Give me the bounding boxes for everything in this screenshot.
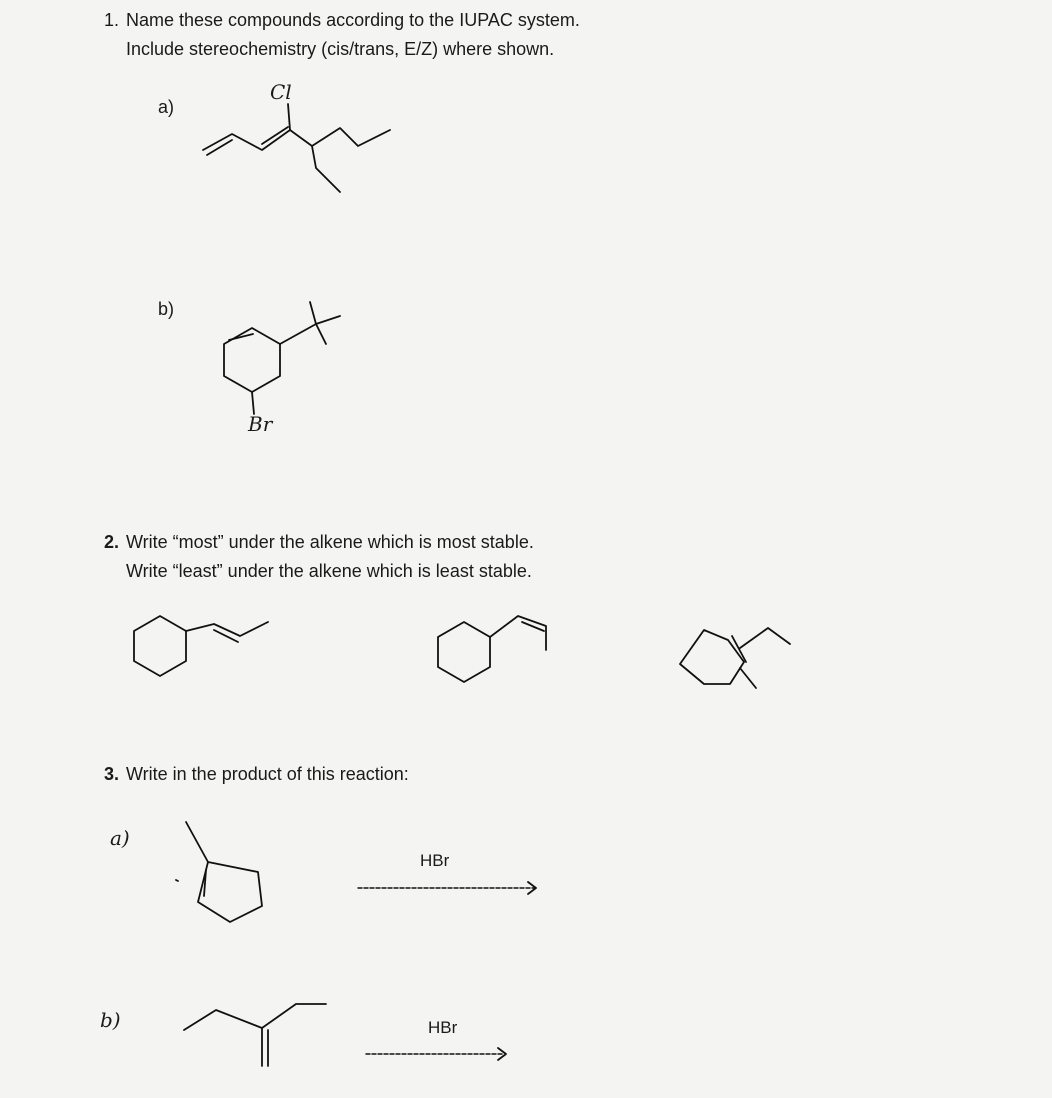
q2-number: 2. (104, 532, 120, 552)
q2-alkene-2-chain (490, 616, 546, 650)
q1b-tbutyl-arm-2 (310, 302, 316, 324)
q1b-tbutyl-bond (280, 324, 316, 344)
q2-alkene-1 (134, 616, 268, 676)
q2-alkene-3-methyl (740, 668, 756, 688)
q2-alkene-1-chain (186, 622, 268, 636)
q3a-structure (176, 822, 262, 922)
q1-line2: Include stereochemistry (cis/trans, E/Z) where shown. (126, 39, 555, 59)
chlorine-label: Cl (270, 80, 292, 104)
reagent-b-label: HBr (428, 1018, 458, 1037)
q3a-methyl (186, 822, 208, 862)
q3-part-a-label: a) (110, 826, 130, 850)
q3-line1: Write in the product of this reaction: (126, 764, 409, 784)
q1-part-b-label: b) (158, 299, 175, 319)
q2-alkene-3 (680, 628, 790, 688)
q1b-br-bond (252, 392, 254, 414)
q2-alkene-2 (438, 616, 546, 682)
q1b-ring (224, 328, 280, 392)
q3b-chain (184, 1004, 326, 1030)
q1a-main-chain (203, 128, 390, 150)
q3b-arrow (366, 1048, 506, 1060)
q1a-ethyl-branch (312, 146, 340, 192)
q3a-arrow (358, 882, 536, 894)
q2-alkene-1-double-bond (214, 630, 238, 642)
q2-alkene-3-ethyl (740, 628, 790, 648)
q2-line2: Write “least” under the alkene which is least stable. (126, 561, 532, 581)
q1a-double-bond-1 (207, 140, 232, 155)
q1b-tbutyl-arm-1 (316, 316, 340, 324)
q3a-ring (198, 862, 262, 922)
q2-line1: Write “most” under the alkene which is most stable. (126, 532, 534, 552)
bromine-label: Br (248, 412, 273, 436)
reagent-a-label: HBr (420, 851, 450, 870)
q3-number: 3. (104, 764, 120, 784)
q1b-structure (224, 302, 340, 414)
q2-alkene-3-ring (680, 630, 744, 684)
q1-part-a-label: a) (158, 97, 175, 117)
q2-alkene-2-ring (438, 622, 490, 682)
q2-alkene-1-ring (134, 616, 186, 676)
q1a-structure (203, 104, 390, 192)
q3a-stray-mark (176, 880, 178, 881)
q1b-tbutyl-arm-3 (316, 324, 326, 344)
q1-number: 1. (104, 10, 120, 30)
q3b-structure (184, 1004, 326, 1066)
q1-line1: Name these compounds according to the IUPAC system. (126, 10, 580, 30)
q3-part-b-label: b) (100, 1008, 121, 1032)
q1a-cl-bond (288, 104, 290, 130)
